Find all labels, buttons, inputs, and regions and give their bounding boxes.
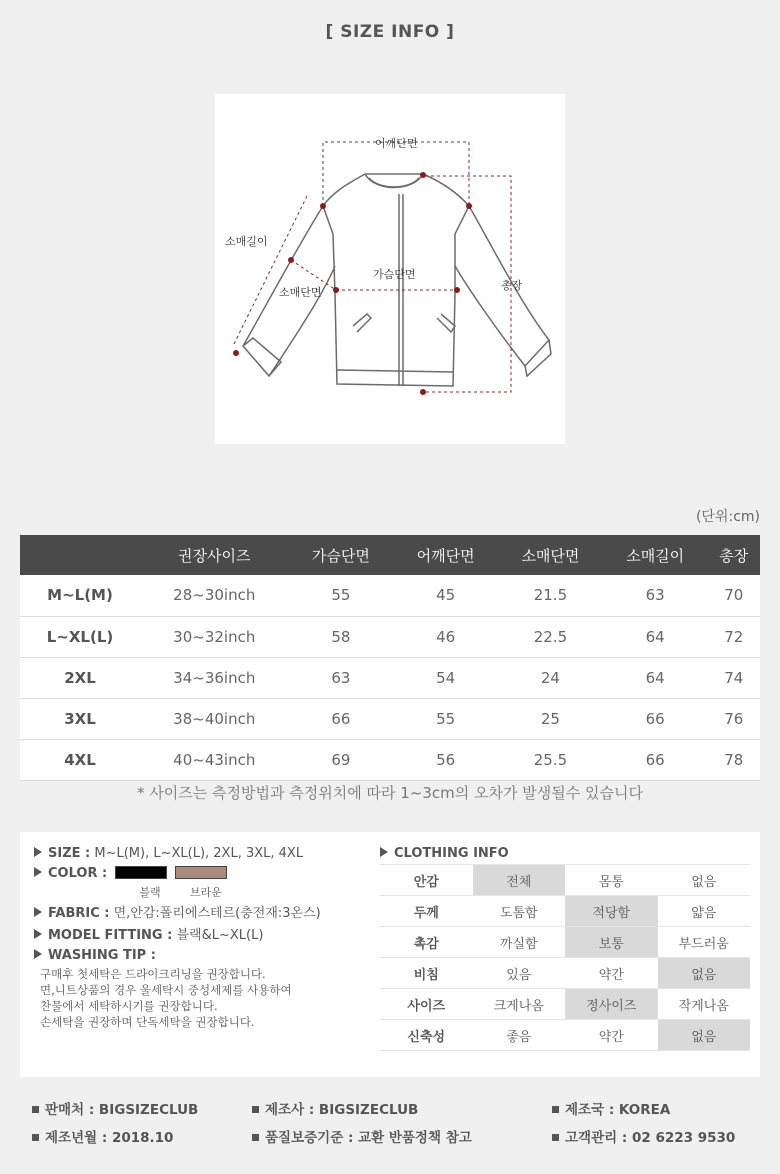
- clothing-info-row: [380, 896, 750, 927]
- table-cell: 63: [603, 575, 708, 616]
- square-bullet-icon: [32, 1134, 39, 1141]
- table-cell: 70: [708, 575, 760, 616]
- header-cell: 총장: [708, 535, 760, 575]
- triangle-bullet-icon: [34, 929, 42, 939]
- size-label: SIZE :: [48, 846, 91, 861]
- washing-tip: 손세탁을 권장하며 단독세탁을 권장합니다.: [40, 1015, 255, 1029]
- color-name: 블랙: [139, 886, 161, 899]
- measure-points: [233, 172, 472, 395]
- header-cell: 어깨단면: [393, 535, 498, 575]
- clothing-info-title: [380, 844, 752, 864]
- attribute-option: 없음: [658, 865, 751, 896]
- manufacturer-text: 제조사 : BIGSIZECLUB: [265, 1102, 419, 1118]
- fabric-label: FABRIC :: [48, 906, 110, 921]
- footer-manufacturer: [252, 1098, 418, 1118]
- country-text: 제조국 : KOREA: [565, 1102, 671, 1118]
- table-cell: 74: [708, 657, 760, 698]
- table-cell: 24: [498, 657, 603, 698]
- size-value: M~L(M), L~XL(L), 2XL, 3XL, 4XL: [94, 846, 304, 861]
- seller-text: 판매처 : BIGSIZECLUB: [45, 1102, 199, 1118]
- washing-label: WASHING TIP :: [48, 948, 156, 963]
- size-table: [20, 535, 760, 781]
- clothing-info-row: [380, 865, 750, 896]
- table-cell: 25.5: [498, 739, 603, 780]
- header-cell: 가슴단면: [289, 535, 394, 575]
- fabric-line: [34, 904, 374, 924]
- triangle-bullet-icon: [34, 847, 42, 857]
- footer-warranty: [252, 1126, 472, 1146]
- model-label: MODEL FITTING :: [48, 928, 173, 943]
- washing-tips: [34, 966, 374, 1030]
- attribute-option: 보통: [565, 927, 658, 958]
- color-names: [34, 884, 374, 902]
- model-value: 블랙&L~XL(L): [176, 928, 264, 943]
- table-cell: 55: [393, 698, 498, 739]
- table-row: [20, 698, 760, 739]
- clothing-info-row: [380, 989, 750, 1020]
- size-name: 3XL: [20, 698, 140, 739]
- attribute-option: 있음: [473, 958, 566, 989]
- color-label: COLOR :: [48, 866, 108, 881]
- label-chest: 가슴단면: [373, 268, 416, 281]
- color-swatch-brown: [175, 866, 227, 879]
- table-cell: 30~32inch: [140, 616, 289, 657]
- footer-date: [32, 1126, 173, 1146]
- table-cell: 66: [603, 739, 708, 780]
- table-row: [20, 616, 760, 657]
- attribute-option: 전체: [473, 865, 566, 896]
- washing-tip: 구매후 첫세탁은 드라이크리닝을 권장합니다.: [40, 967, 266, 981]
- measure-lines: [233, 142, 511, 392]
- attribute-option: 도톰함: [473, 896, 566, 927]
- table-cell: 54: [393, 657, 498, 698]
- size-name: L~XL(L): [20, 616, 140, 657]
- washing-tip: 찬물에서 세탁하시기를 권장합니다.: [40, 999, 218, 1013]
- table-cell: 69: [289, 739, 394, 780]
- label-sleeve-length: 소매길이: [225, 235, 268, 248]
- header-cell: 권장사이즈: [140, 535, 289, 575]
- color-swatch-black: [115, 866, 167, 879]
- warranty-text: 품질보증기준 : 교환 반품정책 참고: [265, 1130, 472, 1146]
- product-info-panel: [20, 832, 760, 1077]
- attribute-option: 좋음: [473, 1020, 566, 1051]
- attribute-option: 없음: [658, 958, 751, 989]
- table-cell: 46: [393, 616, 498, 657]
- clothing-info-title-text: CLOTHING INFO: [394, 846, 509, 861]
- product-details: [34, 844, 374, 1030]
- fabric-value: 면,안감:폴리에스테르(충전재:3온스): [113, 906, 321, 921]
- size-name: 4XL: [20, 739, 140, 780]
- label-sleeve-width: 소매단면: [279, 286, 322, 299]
- footer-customer-service: [552, 1126, 735, 1146]
- date-text: 제조년월 : 2018.10: [45, 1130, 174, 1146]
- jacket-illustration: [215, 94, 565, 444]
- garment-diagram: [215, 94, 565, 444]
- unit-label: (단위:cm): [695, 509, 760, 525]
- header-cell: 소매단면: [498, 535, 603, 575]
- customer-service-text: 고객관리 : 02 6223 9530: [565, 1130, 736, 1146]
- table-row: [20, 575, 760, 616]
- size-note: * 사이즈는 측정방법과 측정위치에 따라 1~3cm의 오차가 발생될수 있습니다: [137, 784, 643, 802]
- attribute-option: 정사이즈: [565, 989, 658, 1020]
- triangle-bullet-icon: [34, 907, 42, 917]
- attribute-option: 몸통: [565, 865, 658, 896]
- square-bullet-icon: [252, 1134, 259, 1141]
- table-cell: 64: [603, 616, 708, 657]
- attribute-name: 신축성: [380, 1020, 473, 1051]
- attribute-option: 적당함: [565, 896, 658, 927]
- table-cell: 66: [603, 698, 708, 739]
- attribute-option: 약간: [565, 1020, 658, 1051]
- table-cell: 38~40inch: [140, 698, 289, 739]
- table-row: [20, 657, 760, 698]
- attribute-option: 까실함: [473, 927, 566, 958]
- square-bullet-icon: [552, 1106, 559, 1113]
- model-line: [34, 926, 374, 946]
- clothing-info-row: [380, 927, 750, 958]
- triangle-bullet-icon: [34, 867, 42, 877]
- attribute-option: 없음: [658, 1020, 751, 1051]
- table-cell: 58: [289, 616, 394, 657]
- table-cell: 45: [393, 575, 498, 616]
- clothing-info-row: [380, 1020, 750, 1051]
- size-name: M~L(M): [20, 575, 140, 616]
- table-cell: 66: [289, 698, 394, 739]
- attribute-option: 부드러움: [658, 927, 751, 958]
- attribute-name: 두께: [380, 896, 473, 927]
- size-table-header: [20, 535, 760, 575]
- footer-country: [552, 1098, 670, 1118]
- color-line: [34, 864, 374, 884]
- washing-tip: 면,니트상품의 경우 울세탁시 중성세제를 사용하여: [40, 983, 292, 997]
- square-bullet-icon: [32, 1106, 39, 1113]
- clothing-info-row: [380, 958, 750, 989]
- table-cell: 25: [498, 698, 603, 739]
- washing-line: [34, 946, 374, 966]
- attribute-option: 크게나옴: [473, 989, 566, 1020]
- triangle-bullet-icon: [380, 847, 388, 857]
- square-bullet-icon: [552, 1134, 559, 1141]
- table-cell: 64: [603, 657, 708, 698]
- table-cell: 56: [393, 739, 498, 780]
- attribute-option: 약간: [565, 958, 658, 989]
- page-title: [ SIZE INFO ]: [325, 22, 455, 42]
- attribute-name: 비침: [380, 958, 473, 989]
- table-cell: 40~43inch: [140, 739, 289, 780]
- label-shoulder: 어깨단면: [375, 137, 418, 150]
- header-cell: [20, 535, 140, 575]
- color-name: 브라운: [190, 886, 222, 899]
- attribute-name: 안감: [380, 865, 473, 896]
- table-cell: 21.5: [498, 575, 603, 616]
- attribute-option: 얇음: [658, 896, 751, 927]
- table-row: [20, 739, 760, 780]
- attribute-option: 작게나옴: [658, 989, 751, 1020]
- label-total-length: 총장: [501, 279, 523, 292]
- table-cell: 22.5: [498, 616, 603, 657]
- table-cell: 55: [289, 575, 394, 616]
- table-cell: 63: [289, 657, 394, 698]
- table-cell: 72: [708, 616, 760, 657]
- clothing-info-table: [380, 864, 750, 1051]
- table-cell: 78: [708, 739, 760, 780]
- table-cell: 28~30inch: [140, 575, 289, 616]
- square-bullet-icon: [252, 1106, 259, 1113]
- attribute-name: 사이즈: [380, 989, 473, 1020]
- attribute-name: 촉감: [380, 927, 473, 958]
- clothing-info: [380, 844, 752, 1051]
- size-name: 2XL: [20, 657, 140, 698]
- size-line: [34, 844, 374, 864]
- table-cell: 34~36inch: [140, 657, 289, 698]
- triangle-bullet-icon: [34, 949, 42, 959]
- header-cell: 소매길이: [603, 535, 708, 575]
- footer-seller: [32, 1098, 198, 1118]
- table-cell: 76: [708, 698, 760, 739]
